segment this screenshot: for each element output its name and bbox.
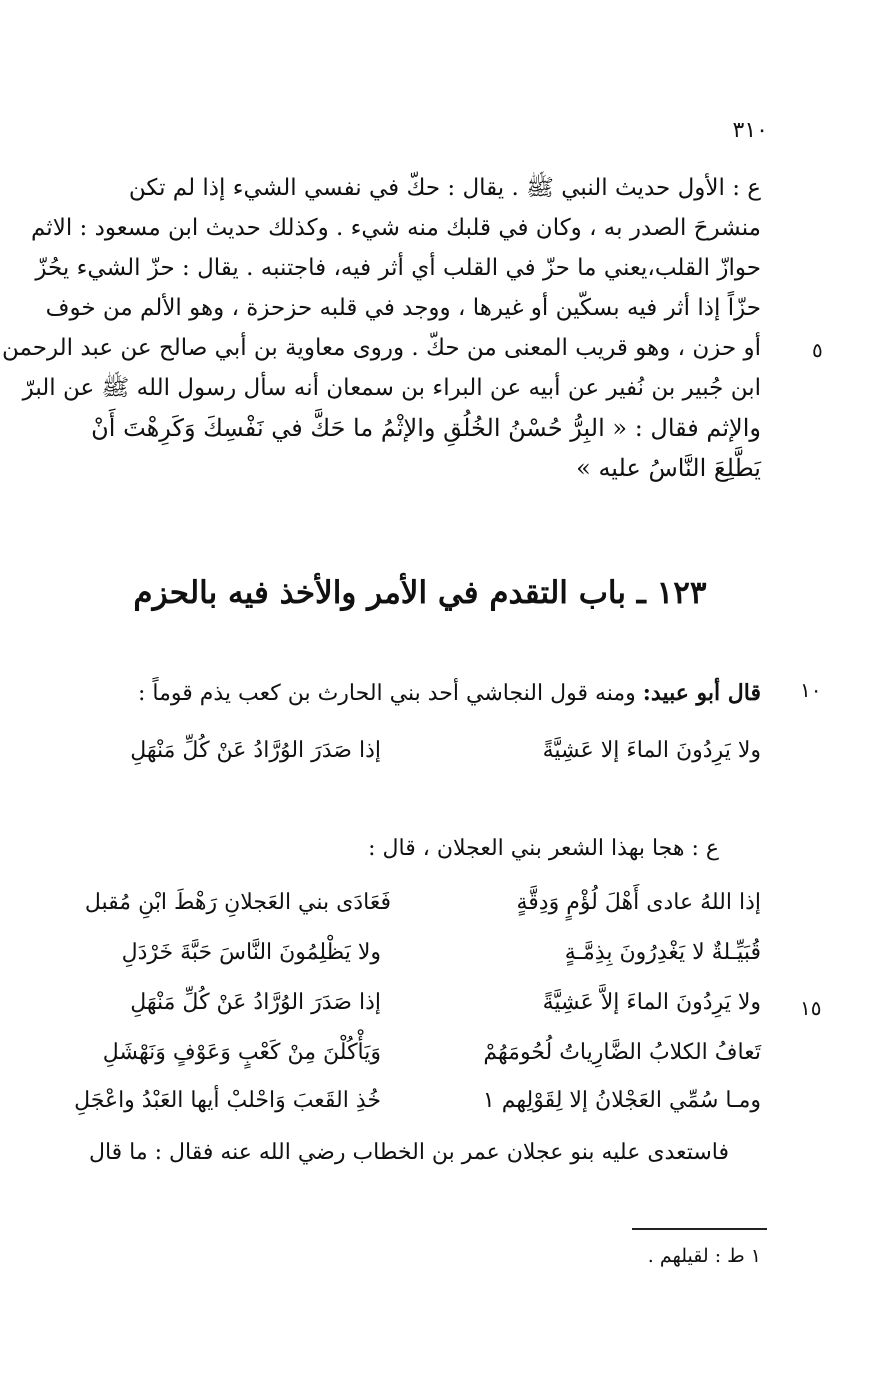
verse-first-hemistich: قُبَيِّـلةٌ لا يَغْدِرُونَ بِذِمَّـةٍ xyxy=(564,940,761,965)
verse-second-hemistich: خُذِ القَعبَ وَاحْلبْ أيها العَبْدُ واعْجَلِ xyxy=(74,1088,381,1113)
paragraph-line: ابن جُبير بن نُفير عن أبيه عن البراء بن سمعان أنه سأل رسول الله ﷺ عن البرّ xyxy=(22,375,761,401)
verse-second-hemistich: وَيَأْكُلْنَ مِنْ كَعْبٍ وَعَوْفٍ وَنَهْشَلِ xyxy=(102,1040,381,1065)
verse-first-hemistich: ولا يَرِدُونَ الماءَ إلاَّ عَشِيَّةً xyxy=(542,990,761,1015)
paragraph-line: منشرحَ الصدر به ، وكان في قلبك منه شيء . وكذلك حديث ابن مسعود : الاثم xyxy=(31,215,761,241)
footnote: ١ ط : لقيلهم . xyxy=(647,1245,761,1267)
quote-intro-label: قال أبو عبيد: xyxy=(642,680,761,706)
verse-second-hemistich: إذا صَدَرَ الوُرَّادُ عَنْ كُلِّ مَنْهَلِ xyxy=(130,990,381,1015)
verse-second-hemistich: فَعَادَى بني العَجلانِ رَهْطَ ابْنِ مُقبل xyxy=(84,890,391,915)
commentary-intro: ع : هجا بهذا الشعر بني العجلان ، قال : xyxy=(368,836,719,861)
poem-verse xyxy=(41,940,761,980)
paragraph-line: ع : الأول حديث النبي ﷺ . يقال : حكّ في نفسي الشيء إذا لم تكن xyxy=(128,175,761,201)
verse-first-hemistich: ومـا سُمِّي العَجْلانُ إلا لِقَوْلِهم ١ xyxy=(482,1088,761,1113)
footnote-divider xyxy=(632,1228,767,1230)
paragraph-line: أو حزن ، وهو قريب المعنى من حكّ . وروى معاوية بن أبي صالح عن عبد الرحمن xyxy=(1,335,761,361)
quote-intro xyxy=(41,680,761,706)
paragraph-line: حوازّ القلب،يعني ما حزّ في القلب أي أثر فيه، فاجتنبه . يقال : حزّ الشيء يحُزّ xyxy=(35,255,761,281)
verse-first-hemistich: ولا يَرِدُونَ الماءَ إلا عَشِيَّةً xyxy=(542,738,761,763)
top-paragraph xyxy=(1,168,761,488)
page-number: ٣١٠ xyxy=(732,118,768,143)
line-number-10: ١٠ xyxy=(800,678,822,702)
closing-line: فاستعدى عليه بنو عجلان عمر بن الخطاب رضي الله عنه فقال : ما قال xyxy=(88,1140,729,1165)
verse-first-hemistich: تَعافُ الكلابُ الضَّارِياتُ لُحُومَهُمْ xyxy=(483,1040,761,1065)
line-number-15: ١٥ xyxy=(800,996,822,1020)
paragraph-line: حزّاً إذا أثر فيه بسكّين أو غيرها ، ووجد في قلبه حزحزة ، وهو الألم من خوف xyxy=(45,295,761,321)
verse-second-hemistich: ولا يَظْلِمُونَ النَّاسَ حَبَّةَ خَرْدَلِ xyxy=(121,940,381,965)
verse-second-hemistich: إذا صَدَرَ الوُرَّادُ عَنْ كُلِّ مَنْهَلِ xyxy=(130,738,381,763)
quote-verse xyxy=(41,738,761,778)
poem-verse xyxy=(41,1088,761,1128)
poem-verse xyxy=(41,990,761,1030)
verse-first-hemistich: إذا اللهُ عادى أَهْلَ لُؤْمٍ وَدِقَّةٍ xyxy=(516,890,761,915)
line-number-5: ٥ xyxy=(812,338,823,362)
poem-verse xyxy=(41,890,761,930)
paragraph-line: والإثم فقال : « البِرُّ حُسْنُ الخُلُقِ والإثْمُ ما حَكَّ في نَفْسِكَ وَكَرِهْتَ أَنْ xyxy=(91,414,761,442)
quote-intro-text: ومنه قول النجاشي أحد بني الحارث بن كعب يذم قوماً : xyxy=(137,681,643,706)
paragraph-line: يَطَّلِعَ النَّاسُ عليه » xyxy=(576,454,761,482)
poem-verse xyxy=(41,1040,761,1080)
chapter-title: ١٢٣ ـ باب التقدم في الأمر والأخذ فيه بالحزم xyxy=(133,575,707,611)
